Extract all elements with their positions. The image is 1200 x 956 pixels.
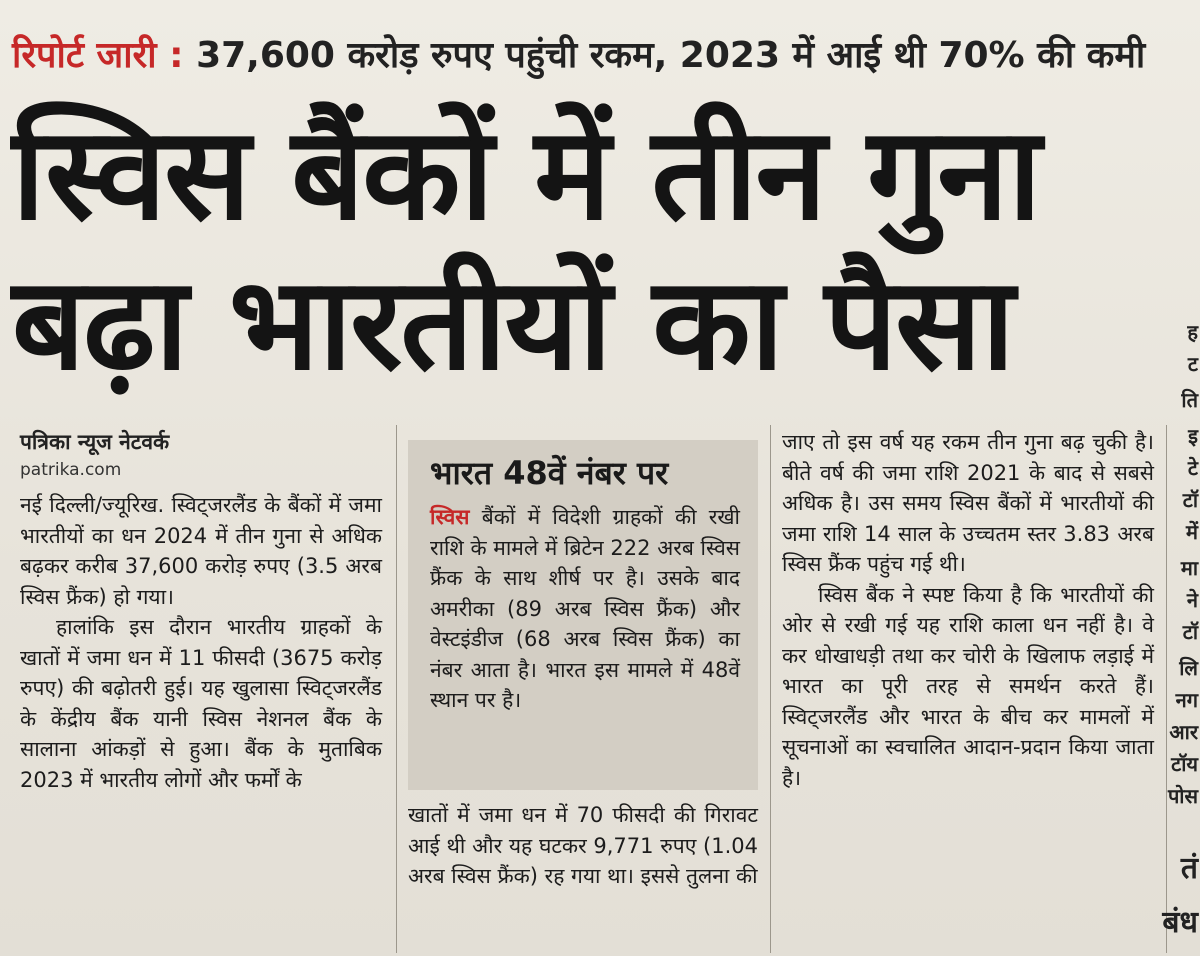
article-column-1 — [20, 490, 382, 795]
sidebar-text: बैंकों में विदेशी ग्राहकों की रखी राशि के मामले में ब्रिटेन 222 अरब स्विस फ्रैंक के साथ शीर्ष पर है। उसके बाद अमरीका (89 अरब स्विस फ्रैंक) और वेस्टइंडीज (68 अरब स्विस फ्रैंक) का नंबर आता है। भारत इस मामले में 48वें स्थान पर है। — [430, 505, 740, 712]
sidebar-lead-word: स्विस — [430, 505, 470, 529]
adjacent-fragment: ने — [1186, 588, 1198, 612]
adjacent-fragment: टॉ — [1182, 488, 1198, 512]
adjacent-fragment: बंध — [1162, 905, 1198, 940]
byline-website: patrika.com — [20, 460, 122, 480]
headline — [12, 100, 1039, 400]
article-paragraph: स्विस बैंक ने स्पष्ट किया है कि भारतीयों की ओर से रखी गई यह राशि काला धन नहीं है। वे कर धोखाधड़ी तथा कर चोरी के खिलाफ लड़ाई में भारत का पूरी तरह से समर्थन करते हैं। स्विट्जरलैंड और भारत के बीच कर मामलों में सूचनाओं का स्वचालित आदान-प्रदान किया जाता है। — [782, 582, 1154, 790]
adjacent-fragment: लि — [1179, 656, 1198, 680]
adjacent-fragment: आर — [1169, 720, 1198, 744]
adjacent-fragment: ह — [1187, 320, 1198, 344]
article-column-2 — [408, 800, 758, 892]
sidebar-title: भारत 48वें नंबर पर — [430, 454, 669, 492]
adjacent-fragment: मा — [1180, 556, 1198, 580]
column-divider — [1166, 425, 1167, 953]
headline-line-2: बढ़ा भारतीयों का पैसा — [12, 250, 1013, 399]
sidebar-body — [430, 502, 740, 716]
kicker-text: 37,600 करोड़ रुपए पहुंची रकम, 2023 में आई थी 70% की कमी — [196, 35, 1146, 76]
adjacent-fragment: पोस — [1167, 784, 1198, 808]
column-divider — [770, 425, 771, 953]
adjacent-fragment: टॉ — [1182, 620, 1198, 644]
column-divider — [396, 425, 397, 953]
adjacent-fragment: तं — [1180, 851, 1198, 886]
adjacent-fragment: टॉय — [1171, 752, 1198, 776]
article-paragraph: खातों में जमा धन में 70 फीसदी की गिरावट आई थी और यह घटकर 9,771 रुपए (1.04 अरब स्विस फ्रैंक) रह गया था। इससे तुलना की — [408, 803, 758, 888]
headline-line-1: स्विस बैंकों में तीन गुना — [12, 100, 1040, 249]
adjacent-fragment: ट — [1187, 352, 1198, 376]
adjacent-fragment: इ — [1188, 424, 1198, 448]
article-paragraph: नई दिल्ली/ज्यूरिख. स्विट्जरलैंड के बैंकों में जमा भारतीयों का धन 2024 में तीन गुना से अधिक बढ़कर करीब 37,600 करोड़ रुपए (3.5 अरब स्विस फ्रैंक) हो गया। — [20, 493, 382, 609]
article-column-3 — [782, 427, 1154, 793]
article-paragraph: हालांकि इस दौरान भारतीय ग्राहकों के खातों में जमा धन में 11 फीसदी (3675 करोड़ रुपए) की बढ़ोतरी हुई। यह खुलासा स्विट्जरलैंड के केंद्रीय बैंक यानी स्विस नेशनल बैंक के सालाना आंकड़ों से हुआ। बैंक के मुताबिक 2023 में भारतीय लोगों और फर्मों के — [20, 615, 382, 792]
adjacent-fragment: ति — [1181, 388, 1198, 412]
adjacent-article-fragments — [1162, 310, 1200, 956]
article-paragraph: जाए तो इस वर्ष यह रकम तीन गुना बढ़ चुकी है। बीते वर्ष की जमा राशि 2021 के बाद से सबसे अधिक है। उस समय स्विस बैंकों में भारतीयों की जमा राशि 14 साल के उच्चतम स्तर 3.83 अरब स्विस फ्रैंक पहुंच गई थी। — [782, 430, 1154, 576]
byline-author: पत्रिका न्यूज नेटवर्क — [20, 430, 170, 454]
adjacent-fragment: में — [1186, 520, 1198, 544]
sidebar-box — [408, 440, 758, 790]
adjacent-fragment: नग — [1175, 688, 1198, 712]
kicker-line — [12, 35, 1146, 76]
adjacent-fragment: टे — [1187, 456, 1198, 480]
kicker-label: रिपोर्ट जारी : — [12, 35, 184, 76]
